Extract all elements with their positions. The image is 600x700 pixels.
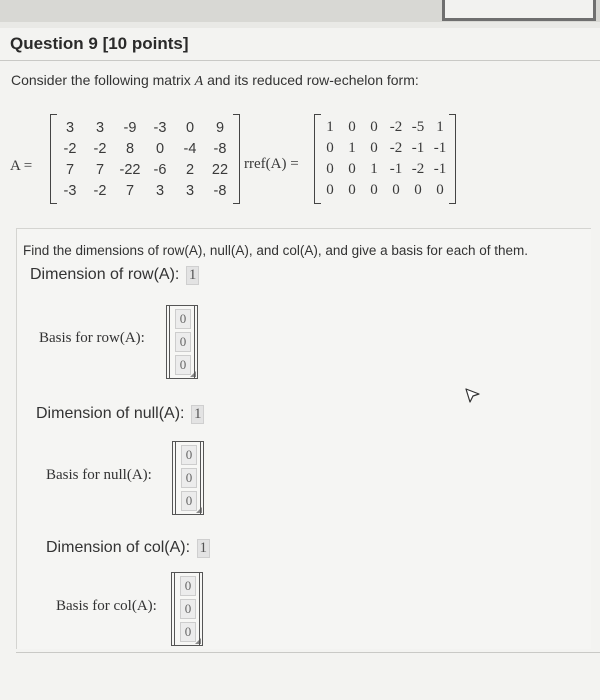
row-basis-entry-2[interactable]: 0 [175,332,191,352]
rref-matrix-cell: 0 [348,119,356,135]
top-input-box[interactable] [442,0,596,21]
matrix-a-row [55,159,235,180]
bottom-divider [16,652,600,653]
rref-matrix-cell: 0 [326,140,334,156]
rref-matrix-cell: 0 [348,182,356,198]
null-basis-entry-2[interactable]: 0 [181,468,197,488]
col-dimension-input[interactable]: 1 [197,539,211,558]
rref-matrix-cell: 1 [436,119,444,135]
matrix-a-cell: 7 [95,161,105,178]
matrix-a-cell: 3 [185,182,195,199]
null-basis-vector [172,441,204,515]
matrix-a-row [55,180,235,201]
matrix-a-cell: -2 [93,182,107,199]
resize-handle-icon[interactable] [195,638,201,644]
matrix-a-cell: -8 [213,140,227,157]
answer-card [16,228,591,649]
rref-label: rref(A) = [244,156,299,172]
col-basis-label: Basis for col(A): [56,598,157,614]
rref-matrix-cell: -2 [411,161,425,177]
rref-matrix-cell: -2 [389,119,403,135]
rref-matrix-cell: 0 [370,119,378,135]
matrix-a-cell: 22 [211,161,229,178]
matrix-a [50,114,240,204]
rref-matrix-row [319,138,451,159]
matrix-a-cell: 3 [65,119,75,136]
matrix-a-cell: -8 [213,182,227,199]
matrix-a-cell: 8 [125,140,135,157]
col-basis-entry-1[interactable]: 0 [180,576,196,596]
intro-matrix-var: A [194,74,204,89]
col-basis-vector [171,572,203,646]
rref-matrix-cell: -1 [433,140,447,156]
col-basis-entry-3[interactable]: 0 [180,622,196,642]
matrix-a-cell: 9 [215,119,225,136]
rref-matrix-cell: 1 [370,161,378,177]
col-dimension: Dimension of col(A): 1 [46,539,210,558]
rref-matrix-cell: 0 [392,182,400,198]
null-dimension-input[interactable]: 1 [191,405,205,424]
null-basis-entry-1[interactable]: 0 [181,445,197,465]
row-basis-entry-1[interactable]: 0 [175,309,191,329]
question-title: Question 9 [10 points] [10,34,189,53]
resize-handle-icon[interactable] [196,507,202,513]
matrix-a-cell: 7 [125,182,135,199]
matrix-a-cell: -9 [123,119,137,136]
matrix-a-cell: -3 [153,119,167,136]
rref-matrix-cell: 0 [370,182,378,198]
null-dimension: Dimension of null(A): 1 [36,405,204,424]
rref-matrix-cell: -1 [389,161,403,177]
rref-matrix-cell: 0 [326,161,334,177]
rref-matrix-row [319,159,451,180]
matrix-a-cell: -4 [183,140,197,157]
instructions-text: Find the dimensions of row(A), null(A), and col(A), and give a basis for each of them. [23,243,528,258]
row-basis-entry-3[interactable]: 0 [175,355,191,375]
null-basis-entry-3[interactable]: 0 [181,491,197,511]
rref-matrix-cell: 1 [348,140,356,156]
rref-matrix-cell: 0 [436,182,444,198]
matrix-a-cell: -6 [153,161,167,178]
rref-matrix-cell: 0 [370,140,378,156]
row-basis-label: Basis for row(A): [39,330,145,346]
matrix-a-label: A = [10,158,33,174]
matrix-a-cell: -3 [63,182,77,199]
rref-matrix-cell: -2 [389,140,403,156]
matrix-a-row [55,117,235,138]
matrix-a-cell: 2 [185,161,195,178]
rref-matrix-cell: 1 [326,119,334,135]
matrix-a-cell: 3 [95,119,105,136]
rref-matrix-cell: 0 [326,182,334,198]
rref-matrix-cell: 0 [348,161,356,177]
row-basis-vector [166,305,198,379]
rref-matrix-row [319,180,451,201]
matrix-a-cell: -22 [119,161,141,178]
matrix-a-row [55,138,235,159]
question-intro: Consider the following matrix A and its reduced row-echelon form: [11,72,419,89]
mouse-cursor-icon [464,386,482,404]
matrix-a-cell: 0 [155,140,165,157]
null-basis-label: Basis for null(A): [46,467,152,483]
col-basis-entry-2[interactable]: 0 [180,599,196,619]
rref-matrix [314,114,456,204]
rref-matrix-row [319,117,451,138]
row-dimension-input[interactable]: 1 [186,266,200,285]
matrix-a-cell: 0 [185,119,195,136]
matrix-a-cell: 3 [155,182,165,199]
row-dimension: Dimension of row(A): 1 [30,266,199,285]
rref-matrix-cell: -5 [411,119,425,135]
resize-handle-icon[interactable] [190,371,196,377]
rref-matrix-cell: -1 [411,140,425,156]
matrix-a-cell: -2 [63,140,77,157]
matrix-a-cell: -2 [93,140,107,157]
matrix-a-cell: 7 [65,161,75,178]
title-divider [0,60,600,61]
rref-matrix-cell: -1 [433,161,447,177]
rref-matrix-cell: 0 [414,182,422,198]
